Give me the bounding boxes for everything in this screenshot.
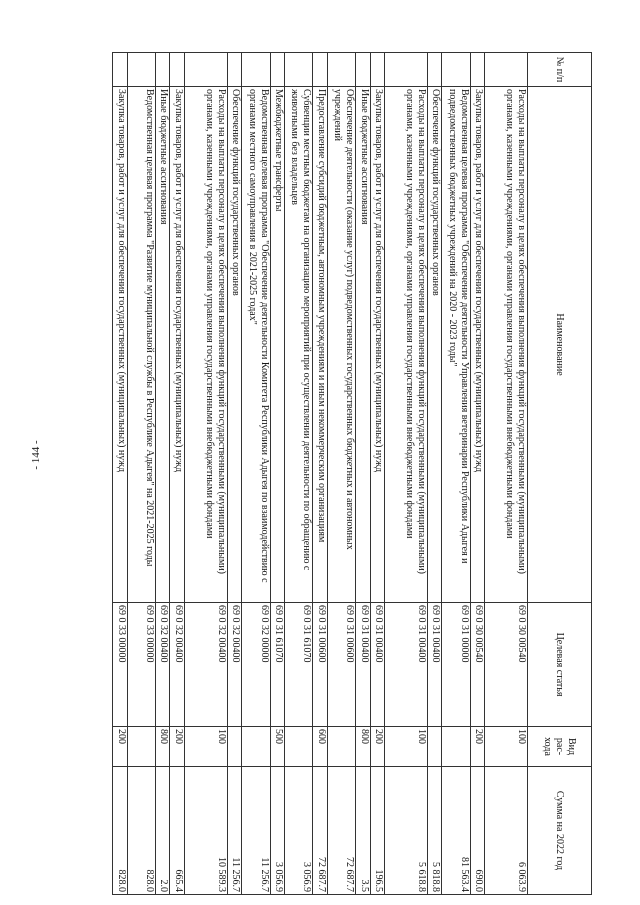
header-name: Наименование bbox=[528, 87, 592, 603]
cell-name: Обеспечение функций государственных органов bbox=[227, 87, 241, 603]
cell-number bbox=[370, 53, 384, 87]
cell-amount: 690.0 bbox=[470, 767, 484, 895]
cell-amount: 11 256.7 bbox=[227, 767, 241, 895]
table-row bbox=[442, 53, 471, 895]
cell-amount: 5 618.8 bbox=[384, 767, 427, 895]
cell-number bbox=[113, 53, 128, 87]
table-row bbox=[313, 53, 327, 895]
cell-target-article: 69 0 31 61070 bbox=[270, 603, 284, 727]
cell-amount: 3 056.9 bbox=[270, 767, 284, 895]
cell-amount: 10 589.3 bbox=[184, 767, 227, 895]
cell-target-article: 69 0 32 00400 bbox=[170, 603, 184, 727]
cell-name: Закупка товаров, работ и услуг для обеспечения государственных (муниципальных) нужд bbox=[470, 87, 484, 603]
table-row bbox=[270, 53, 284, 895]
cell-expense-type: 600 bbox=[313, 727, 327, 767]
cell-target-article: 69 0 31 00400 bbox=[384, 603, 427, 727]
cell-number bbox=[442, 53, 471, 87]
cell-name: Расходы на выплаты персоналу в целях обеспечения выполнения функций государственными (муниципальными) органами, казенными учреждениями, органами управления государственными внебюджетными фондами bbox=[384, 87, 427, 603]
cell-expense-type bbox=[327, 727, 356, 767]
cell-number bbox=[170, 53, 184, 87]
cell-expense-type bbox=[284, 727, 313, 767]
cell-target-article: 69 0 31 00600 bbox=[313, 603, 327, 727]
cell-number bbox=[470, 53, 484, 87]
cell-number bbox=[127, 53, 156, 87]
cell-target-article: 69 0 30 00540 bbox=[470, 603, 484, 727]
cell-amount: 828.0 bbox=[127, 767, 156, 895]
cell-name: Ведомственная целевая программа "Развитие муниципальной службы в Республике Адыгея" на 2021-2025 годы bbox=[127, 87, 156, 603]
cell-name: Субвенции местным бюджетам на организацию мероприятий при осуществлении деятельности по обращению с животными без владельцев bbox=[284, 87, 313, 603]
cell-target-article: 69 0 33 00000 bbox=[113, 603, 128, 727]
table-row bbox=[227, 53, 241, 895]
cell-expense-type: 100 bbox=[184, 727, 227, 767]
cell-target-article: 69 0 31 00000 bbox=[442, 603, 471, 727]
cell-number bbox=[384, 53, 427, 87]
table-row bbox=[113, 53, 128, 895]
cell-target-article: 69 0 31 00400 bbox=[370, 603, 384, 727]
cell-name: Закупка товаров, работ и услуг для обеспечения государственных (муниципальных) нужд bbox=[170, 87, 184, 603]
table-row bbox=[356, 53, 370, 895]
cell-amount: 3.5 bbox=[356, 767, 370, 895]
page-number: - 144 - bbox=[30, 440, 42, 470]
table-row bbox=[470, 53, 484, 895]
cell-target-article: 69 0 31 00400 bbox=[427, 603, 441, 727]
table-row bbox=[170, 53, 184, 895]
cell-number bbox=[313, 53, 327, 87]
cell-expense-type bbox=[227, 727, 241, 767]
cell-number bbox=[270, 53, 284, 87]
cell-amount: 196.5 bbox=[370, 767, 384, 895]
table-row bbox=[241, 53, 270, 895]
cell-name: Обеспечение деятельности (оказание услуг) подведомственных государственных бюджетных и автономных учреждений bbox=[327, 87, 356, 603]
cell-target-article: 69 0 31 00400 bbox=[356, 603, 370, 727]
table-header-row bbox=[528, 53, 592, 895]
budget-table bbox=[112, 52, 592, 895]
cell-target-article: 69 0 30 00540 bbox=[485, 603, 528, 727]
table-row bbox=[127, 53, 156, 895]
cell-number bbox=[156, 53, 170, 87]
cell-expense-type: 200 bbox=[370, 727, 384, 767]
cell-name: Закупка товаров, работ и услуг для обеспечения государственных (муниципальных) нужд bbox=[370, 87, 384, 603]
cell-target-article: 69 0 31 61070 bbox=[284, 603, 313, 727]
cell-target-article: 69 0 33 00000 bbox=[127, 603, 156, 727]
cell-name: Иные бюджетные ассигнования bbox=[156, 87, 170, 603]
cell-target-article: 69 0 32 00400 bbox=[156, 603, 170, 727]
cell-number bbox=[485, 53, 528, 87]
table-row bbox=[284, 53, 313, 895]
cell-expense-type: 200 bbox=[470, 727, 484, 767]
cell-name: Закупка товаров, работ и услуг для обеспечения государственных (муниципальных) нужд bbox=[113, 87, 128, 603]
cell-amount: 72 687.7 bbox=[327, 767, 356, 895]
table-row bbox=[184, 53, 227, 895]
header-target-article: Целевая статья bbox=[528, 603, 592, 727]
cell-expense-type bbox=[427, 727, 441, 767]
cell-amount: 72 687.7 bbox=[313, 767, 327, 895]
cell-expense-type bbox=[127, 727, 156, 767]
table-row bbox=[427, 53, 441, 895]
cell-expense-type: 200 bbox=[113, 727, 128, 767]
cell-amount: 665.4 bbox=[170, 767, 184, 895]
cell-amount: 828.0 bbox=[113, 767, 128, 895]
cell-number bbox=[427, 53, 441, 87]
cell-name: Обеспечение функций государственных органов bbox=[427, 87, 441, 603]
cell-amount: 6 063.9 bbox=[485, 767, 528, 895]
cell-name: Иные бюджетные ассигнования bbox=[356, 87, 370, 603]
table-row bbox=[370, 53, 384, 895]
table-row bbox=[327, 53, 356, 895]
cell-target-article: 69 0 32 00400 bbox=[184, 603, 227, 727]
cell-amount: 11 256.7 bbox=[241, 767, 270, 895]
cell-name: Предоставление субсидий бюджетным, автономным учреждениям и иным некоммерческим организациям bbox=[313, 87, 327, 603]
cell-target-article: 69 0 32 00000 bbox=[241, 603, 270, 727]
cell-amount: 2.0 bbox=[156, 767, 170, 895]
rotated-page-content bbox=[112, 52, 592, 894]
table-row bbox=[485, 53, 528, 895]
cell-amount: 3 056.9 bbox=[284, 767, 313, 895]
cell-number bbox=[356, 53, 370, 87]
cell-number bbox=[184, 53, 227, 87]
cell-expense-type: 500 bbox=[270, 727, 284, 767]
cell-expense-type: 100 bbox=[485, 727, 528, 767]
cell-name: Ведомственная целевая программа "Обеспечение деятельности Управления ветеринарии Республики Адыгея и подведомственных бюджетных учреждений на 2020 - 2023 годы" bbox=[442, 87, 471, 603]
cell-expense-type: 800 bbox=[356, 727, 370, 767]
cell-name: Расходы на выплаты персоналу в целях обеспечения выполнения функций государственными (муниципальными) органами, казенными учреждениями, органами управления государственными внебюджетными фондами bbox=[485, 87, 528, 603]
cell-number bbox=[327, 53, 356, 87]
cell-expense-type: 800 bbox=[156, 727, 170, 767]
cell-amount: 81 563.4 bbox=[442, 767, 471, 895]
header-amount-2022: Сумма на 2022 год bbox=[528, 767, 592, 895]
cell-name: Межбюджетные трансферты bbox=[270, 87, 284, 603]
cell-expense-type: 200 bbox=[170, 727, 184, 767]
cell-expense-type: 100 bbox=[384, 727, 427, 767]
cell-number bbox=[227, 53, 241, 87]
cell-number bbox=[284, 53, 313, 87]
cell-expense-type bbox=[442, 727, 471, 767]
cell-name: Ведомственная целевая программа "Обеспечение деятельности Комитета Республики Адыгея по взаимодействию с органами местного самоуправления в 2021-2025 годах" bbox=[241, 87, 270, 603]
cell-expense-type bbox=[241, 727, 270, 767]
header-number: № п/п bbox=[528, 53, 592, 87]
cell-name: Расходы на выплаты персоналу в целях обеспечения выполнения функций государственными (муниципальными) органами, казенными учреждениями, органами управления государственными внебюджетными фондами bbox=[184, 87, 227, 603]
cell-target-article: 69 0 32 00400 bbox=[227, 603, 241, 727]
cell-number bbox=[241, 53, 270, 87]
table-row bbox=[384, 53, 427, 895]
table-row bbox=[156, 53, 170, 895]
cell-target-article: 69 0 31 00600 bbox=[327, 603, 356, 727]
cell-amount: 5 818.8 bbox=[427, 767, 441, 895]
header-expense-type: Вид рас-хода bbox=[528, 727, 592, 767]
